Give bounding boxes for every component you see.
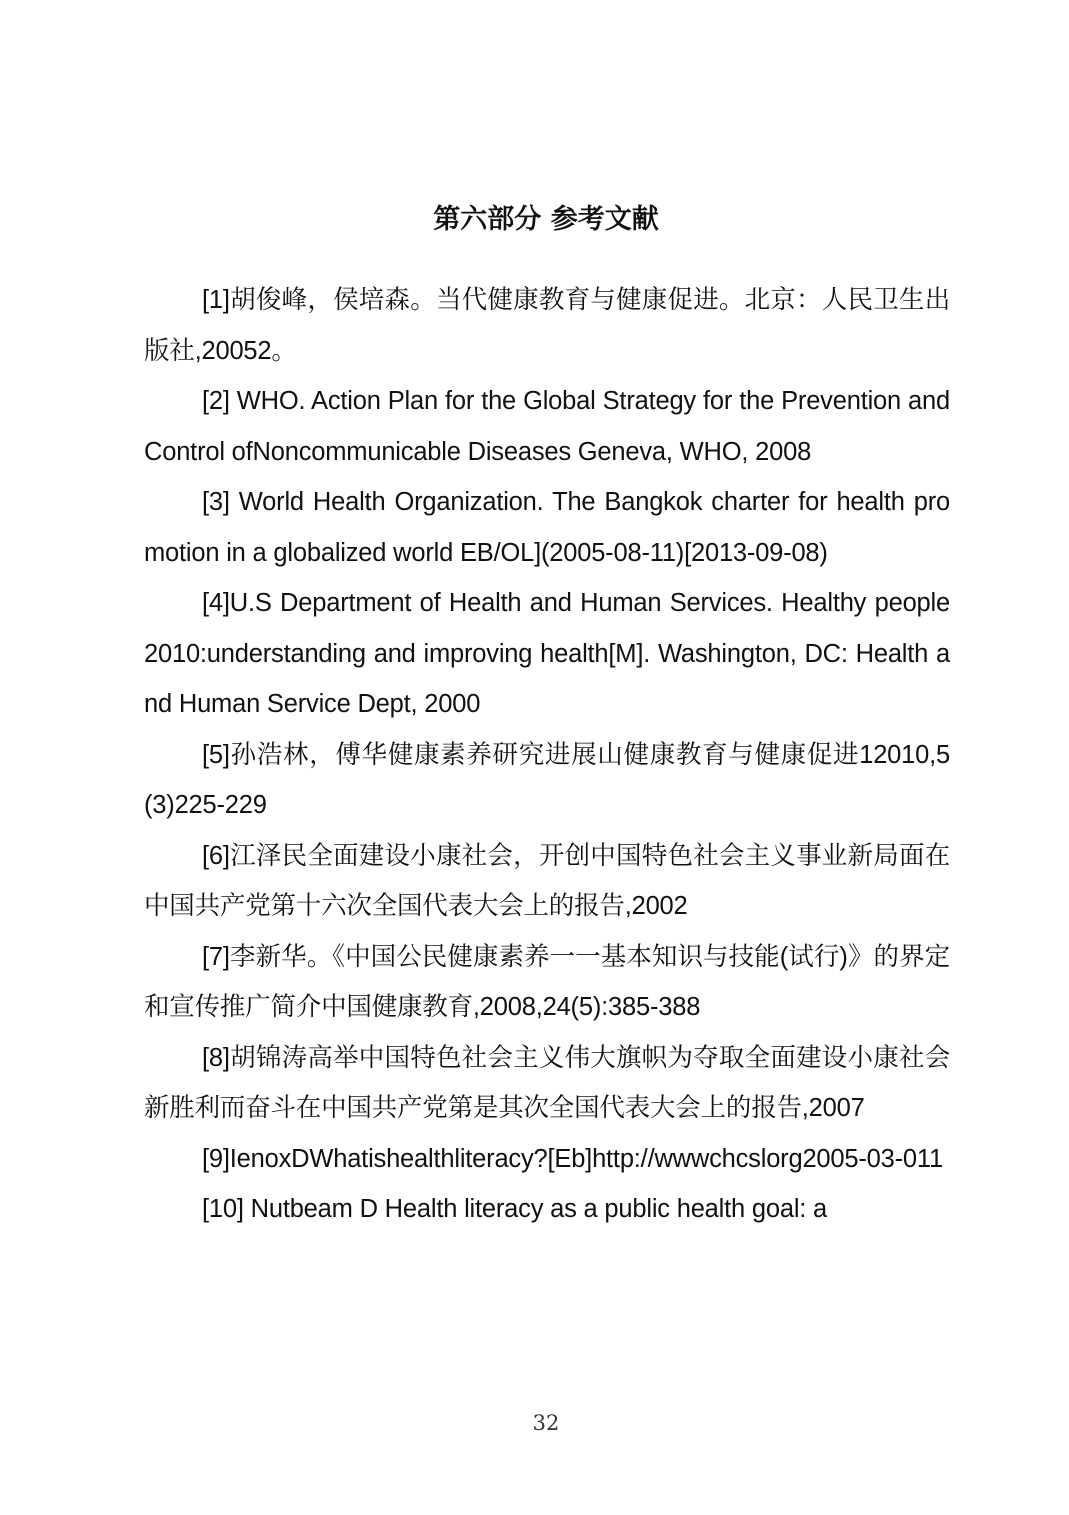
reference-item-2: [2] WHO. Action Plan for the Global Strategy for the Prevention and Control ofNoncommunicable Diseases Geneva, WHO, 2008 (144, 387, 950, 466)
reference-item-5: [5]孙浩林，傅华健康素养研究进展山健康教育与健康促进12010,5(3)225-229 (144, 740, 950, 819)
reference-item-1: [1]胡俊峰，侯培森。当代健康教育与健康促进。北京：人民卫生出版社,20052。 (144, 286, 950, 365)
reference-item-3: [3] World Health Organization. The Bangkok charter for health promotion in a globalized world EB/OL](2005-08-11)[2013-09-08) (144, 488, 950, 567)
reference-item-10: [10] Nutbeam D Health literacy as a public health goal: a (202, 1195, 828, 1223)
reference-item-6: [6]江泽民全面建设小康社会，开创中国特色社会主义事业新局面在中国共产党第十六次全国代表大会上的报告,2002 (144, 841, 950, 920)
page-number: 32 (532, 1411, 560, 1435)
section-title: 第六部分 参考文献 (433, 204, 659, 235)
reference-item-4: [4]U.S Department of Health and Human Services. Healthy people 2010:understanding and improving health[M]. Washington, DC: Health and Human Service Dept, 2000 (144, 589, 950, 718)
reference-item-7: [7]李新华。《中国公民健康素养一一基本知识与技能(试行)》的界定和宣传推广简介中国健康教育,2008,24(5):385-388 (144, 942, 950, 1021)
reference-item-8: [8]胡锦涛高举中国特色社会主义伟大旗帜为夺取全面建设小康社会新胜利而奋斗在中国共产党第是其次全国代表大会上的报告,2007 (144, 1043, 950, 1122)
reference-item-9: [9]IenoxDWhatishealthliteracy?[Eb]http://wwwchcslorg2005-03-011 (202, 1144, 943, 1173)
reference-list (144, 275, 950, 1235)
